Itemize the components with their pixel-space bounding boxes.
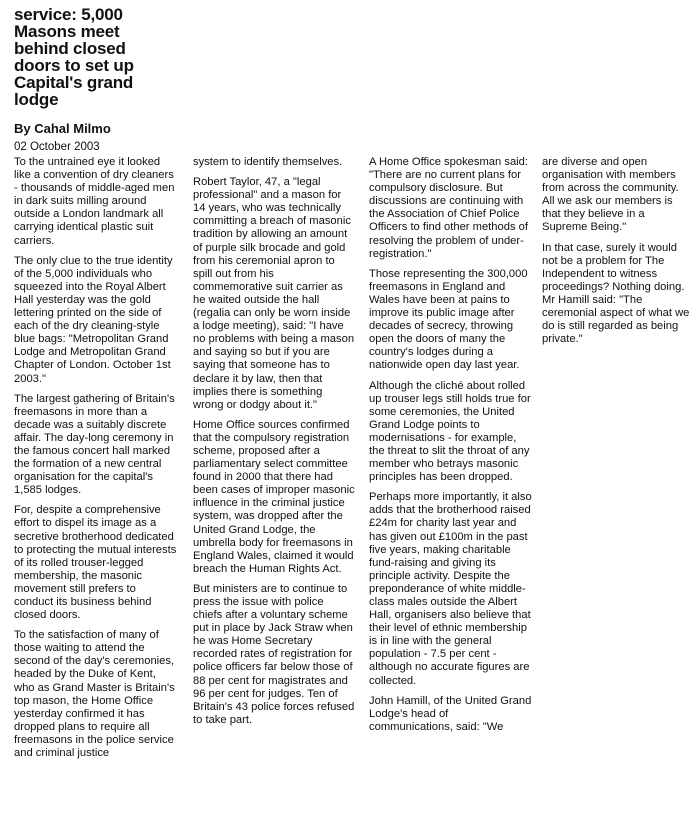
paragraph: A Home Office spokesman said: "There are no current plans for compulsory disclosure. But discussions are continuing with the Association of Chief Police Officers to find other methods of resolving the problem of under-registration." bbox=[369, 156, 528, 260]
paragraph: Robert Taylor, 47, a "legal professional" and a mason for 14 years, who was technically committing a breach of masonic tradition by allowing an amount of purple silk brocade and gold from his ceremonial apron to spill out from his commemorative suit carrier as he waited outside the hall (regalia can only be worn inside a lodge meeting), said: "I have no problems with being a mason and saying so but if you are saying that someone has to declare it by law, then that implies there is something wrong or dodgy about it." bbox=[193, 176, 355, 411]
paragraph: John Hamill, of the United Grand Lodge's head of communications, said: "We bbox=[369, 694, 532, 733]
article-column-1 bbox=[14, 156, 178, 767]
article-byline: By Cahal Milmo bbox=[14, 121, 111, 136]
article-date: 02 October 2003 bbox=[14, 141, 100, 153]
paragraph: Home Office sources confirmed that the compulsory registration scheme, proposed after a parliamentary select committee found in 2000 that there had been cases of improper masonic influence in the criminal justice system, was dropped after the United Grand Lodge, the umbrella body for freemasons in England Wales, claimed it would breach the Human Rights Act. bbox=[193, 418, 355, 575]
article-headline: service: 5,000 Masons meet behind closed doors to set up Capital's grand lodge bbox=[14, 5, 134, 109]
paragraph: In that case, surely it would not be a problem for The Independent to witness proceedings? Nothing doing. Mr Hamill said: "The ceremonial aspect of what we do is still regarded as being private." bbox=[542, 241, 690, 346]
paragraph: Although the cliché about rolled up trouser legs still holds true for some ceremonies, the United Grand Lodge points to modernisations - for example, the threat to slit the throat of any member who betrays masonic principles has been dropped. bbox=[369, 379, 531, 484]
paragraph: system to identify themselves. bbox=[193, 156, 343, 168]
paragraph: But ministers are to continue to press the issue with police chiefs after a voluntary scheme put in place by Jack Straw when he was Home Secretary recorded rates of registration for police officers far below those of 88 per cent for magistrates and 96 per cent for judges. Ten of Britain's 43 police forces refused to take part. bbox=[193, 582, 355, 726]
paragraph: Those representing the 300,000 freemasons in England and Wales have been at pains to improve its public image after decades of secrecy, throwing open the doors of many the country's lodges during a nationwide open day last year. bbox=[369, 267, 528, 372]
paragraph: The only clue to the true identity of the 5,000 individuals who squeezed into the Royal Albert Hall yesterday was the gold lettering printed on the side of each of the dry cleaning-style blue bags: "Metropolitan Grand Lodge and Metropolitan Grand Chapter of London. October 1st 2003." bbox=[14, 254, 173, 385]
article-column-4 bbox=[542, 156, 690, 353]
article-column-3 bbox=[369, 156, 534, 741]
paragraph: The largest gathering of Britain's freemasons in more than a decade was a suitably discrete affair. The day-long ceremony in the famous concert hall marked the formation of a new central organisation for the capital's 1,585 lodges. bbox=[14, 392, 175, 497]
paragraph: are diverse and open organisation with members from across the community. All we ask our members is that they believe in a Supreme Being." bbox=[542, 156, 679, 234]
paragraph: To the satisfaction of many of those waiting to attend the second of the day's ceremonies, headed by the Duke of Kent, who as Grand Master is Britain's top mason, the Home Office yesterday confirmed it has dropped plans to require all freemasons in the police service and criminal justice bbox=[14, 629, 175, 760]
paragraph: For, despite a comprehensive effort to dispel its image as a secretive brotherhood dedicated to protecting the mutual interests of its rolled trouser-legged membership, the masonic movement still prefers to conduct its business behind closed doors. bbox=[14, 504, 177, 622]
paragraph: Perhaps more importantly, it also adds that the brotherhood raised £24m for charity last year and has given out £100m in the past five years, making charitable fund-raising and giving its principle activity. Despite the preponderance of white middle-class males outside the Albert Hall, organisers also believe that their level of ethnic membership is in line with the general population - 7.5 per cent - although no accurate figures are collected. bbox=[369, 491, 532, 687]
paragraph: To the untrained eye it looked like a convention of dry cleaners - thousands of middle-aged men in dark suits milling around outside a London landmark all carrying identical plastic suit carriers. bbox=[14, 156, 175, 247]
article-column-2 bbox=[193, 156, 355, 734]
